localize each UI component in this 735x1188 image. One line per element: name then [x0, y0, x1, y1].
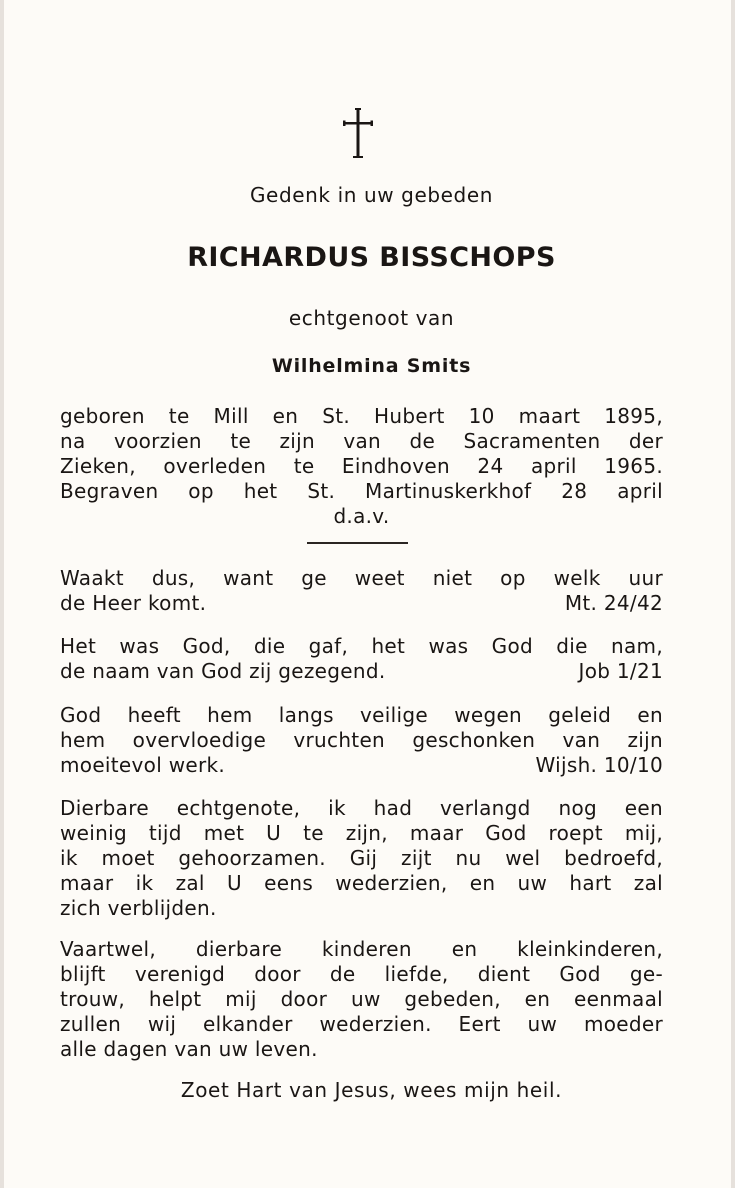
- quote-line: Waakt dus, want ge weet niet op welk uur: [60, 566, 663, 590]
- scripture-quote: [60, 703, 663, 778]
- latin-cross-icon: [339, 108, 377, 162]
- quote-line: Dierbare echtgenote, ik had verlangd nog een: [60, 796, 663, 820]
- scripture-quote: [60, 566, 663, 616]
- quote-line: alle dagen van uw leven.: [60, 1037, 318, 1061]
- farewell-to-children: [60, 937, 663, 1062]
- quote-text: de naam van God zij gezegend.: [60, 659, 386, 683]
- quote-line: zullen wij elkander wederzien. Eert uw moeder: [60, 1012, 663, 1036]
- spouse-name: Wilhelmina Smits: [271, 355, 472, 377]
- quote-line: zich verblijden.: [60, 896, 217, 920]
- quote-last-line: [60, 659, 663, 684]
- deceased-name: RICHARDUS BISSCHOPS: [187, 242, 556, 273]
- scripture-quote: [60, 634, 663, 684]
- farewell-to-spouse: [60, 796, 663, 921]
- scripture-reference: Wijsh. 10/10: [535, 753, 663, 777]
- intro-text: Gedenk in uw gebeden: [249, 183, 494, 207]
- quote-text: de Heer komt.: [60, 591, 207, 615]
- quote-text: moeitevol werk.: [60, 753, 226, 777]
- quote-line: trouw, helpt mij door uw gebeden, en eenmaal: [60, 987, 663, 1011]
- quote-line: Vaartwel, dierbare kinderen en kleinkinderen,: [60, 937, 663, 961]
- quote-line: blijft verenigd door de liefde, dient God ge-: [60, 962, 663, 986]
- quote-last-line: [60, 753, 663, 778]
- quote-line: ik moet gehoorzamen. Gij zijt nu wel bedroefd,: [60, 846, 663, 870]
- bio-line: geboren te Mill en St. Hubert 10 maart 1895,: [60, 404, 663, 428]
- relation-text: echtgenoot van: [288, 306, 455, 330]
- quote-line: hem overvloedige vruchten geschonken van zijn: [60, 728, 663, 752]
- bio-line: d.a.v.: [333, 504, 390, 528]
- quote-line: maar ik zal U eens wederzien, en uw hart zal: [60, 871, 663, 895]
- bio-line: Zieken, overleden te Eindhoven 24 april 1965.: [60, 454, 663, 478]
- closing-prayer: Zoet Hart van Jesus, wees mijn heil.: [180, 1078, 563, 1102]
- scripture-reference: Job 1/21: [578, 659, 663, 683]
- quote-last-line: [60, 591, 663, 616]
- bio-line: na voorzien te zijn van de Sacramenten der: [60, 429, 663, 453]
- divider: [307, 542, 408, 544]
- scripture-reference: Mt. 24/42: [564, 591, 663, 615]
- bio-line: Begraven op het St. Martinuskerkhof 28 april: [60, 479, 663, 503]
- biography: [60, 404, 663, 529]
- quote-line: Het was God, die gaf, het was God die nam,: [60, 634, 663, 658]
- quote-line: weinig tijd met U te zijn, maar God roept mij,: [60, 821, 663, 845]
- quote-line: God heeft hem langs veilige wegen geleid en: [60, 703, 663, 727]
